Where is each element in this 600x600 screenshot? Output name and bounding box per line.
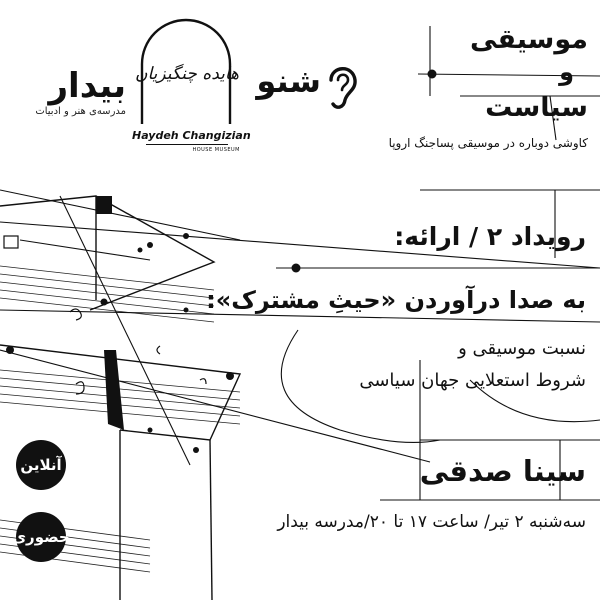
bidar-name: بیدار [48, 66, 126, 106]
in-person-badge: حضوری [16, 512, 66, 562]
talk-title: به صدا درآوردن «حیثِ مشترک»: [206, 286, 586, 314]
house-museum-label: HOUSE MUSEUM [192, 147, 240, 153]
title-and: و [559, 58, 574, 86]
sheno-wordmark: شنو [256, 62, 321, 100]
haydeh-changizian-logo [132, 14, 251, 154]
sheno-logo [255, 58, 361, 114]
haydeh-persian-signature: هایده چنگیزیان [134, 64, 240, 84]
logo-divider [146, 144, 228, 145]
speaker-name: سینا صدقی [419, 454, 586, 488]
event-label: رویداد ۲ / ارائه: [394, 222, 586, 251]
online-badge: آنلاین [16, 440, 66, 490]
title-music: موسیقی [470, 24, 588, 55]
bidar-logo [14, 66, 126, 126]
talk-subtitle-line-1: نسبت موسیقی و [458, 338, 586, 359]
event-details: سه‌شنبه ۲ تیر/ ساعت ۱۷ تا ۲۰/مدرسه بیدار [277, 512, 586, 532]
talk-subtitle-line-2: شروط استعلایی جهان سیاسی [359, 370, 586, 391]
haydeh-english-name: Haydeh Changizian [132, 129, 251, 142]
title-politics: سیاست [485, 92, 588, 123]
ear-icon [323, 60, 361, 112]
series-subtitle: کاوشی دوباره در موسیقی پساجنگ اروپا [388, 136, 588, 150]
bidar-subtitle: مدرسه‌ی هنر و ادبیات [35, 106, 126, 117]
